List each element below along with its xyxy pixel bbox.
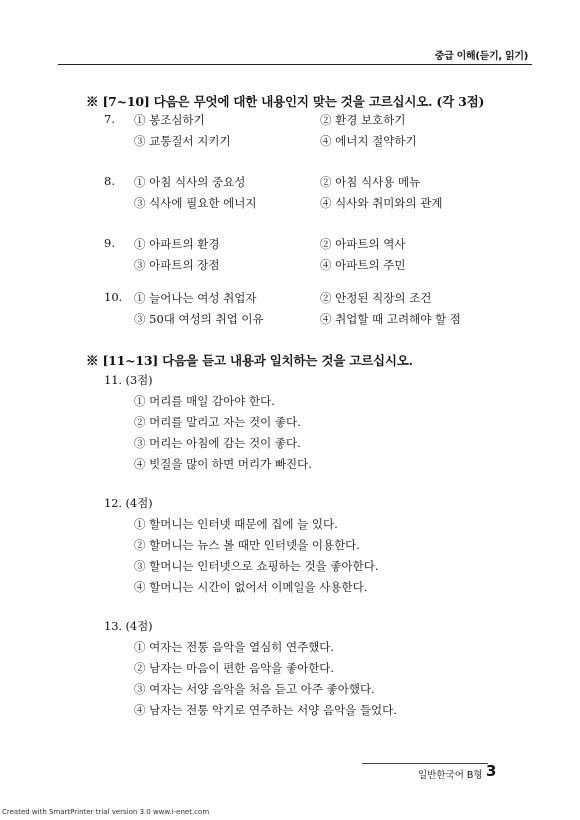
question-number: 7. bbox=[104, 112, 115, 126]
page-header-title: 중급 이해(듣기, 읽기) bbox=[434, 51, 528, 62]
question-label: 12. (4점) bbox=[104, 496, 153, 510]
section-heading-11-13: ※ [11~13] 다음을 듣고 내용과 일치하는 것을 고르십시오. bbox=[86, 353, 413, 368]
option: ③ 교통질서 지키기 bbox=[134, 134, 231, 148]
section-heading-7-10: ※ [7~10] 다음은 무엇에 대한 내용인지 맞는 것을 고르십시오. (각 3점) bbox=[86, 94, 485, 109]
footer-exam-type: 일반한국어 B형 bbox=[418, 770, 483, 781]
option: ① 봉조심하기 bbox=[134, 113, 205, 127]
option: ③ 할머니는 인터넷으로 쇼핑하는 것을 좋아한다. bbox=[134, 559, 379, 573]
question-number: 9. bbox=[104, 236, 115, 250]
option: ④ 에너지 절약하기 bbox=[320, 134, 417, 148]
option: ① 아파트의 환경 bbox=[134, 237, 220, 251]
option: ④ 취업할 때 고려해야 할 점 bbox=[320, 312, 461, 326]
option: ② 환경 보호하기 bbox=[320, 113, 406, 127]
option: ② 아파트의 역사 bbox=[320, 237, 406, 251]
option: ④ 빗질을 많이 하면 머리가 빠진다. bbox=[134, 457, 312, 471]
option: ② 남자는 마음이 편한 음악을 좋아한다. bbox=[134, 661, 335, 675]
option: ④ 식사와 취미와의 관계 bbox=[320, 196, 443, 210]
header-rule bbox=[58, 64, 532, 65]
option: ④ 할머니는 시간이 없어서 이메일을 사용한다. bbox=[134, 580, 368, 594]
option: ① 아침 식사의 중요성 bbox=[134, 175, 246, 189]
option: ③ 50대 여성의 취업 이유 bbox=[134, 312, 264, 326]
printer-watermark: Created with SmartPrinter trial version 3.0 www.i-enet.com bbox=[2, 808, 210, 816]
option: ① 할머니는 인터넷 때문에 집에 늘 있다. bbox=[134, 517, 338, 531]
option: ② 할머니는 뉴스 볼 때만 인터넷을 이용한다. bbox=[134, 538, 360, 552]
footer-rule bbox=[362, 763, 488, 764]
option: ① 늘어나는 여성 취업자 bbox=[134, 291, 257, 305]
question-label: 13. (4점) bbox=[104, 619, 153, 633]
question-label: 11. (3점) bbox=[104, 373, 153, 387]
option: ③ 여자는 서양 음악을 처음 듣고 아주 좋아했다. bbox=[134, 682, 375, 696]
page-number: 3 bbox=[486, 762, 497, 780]
option: ④ 아파트의 주민 bbox=[320, 258, 406, 272]
question-number: 8. bbox=[104, 174, 115, 188]
option: ② 머리를 말리고 자는 것이 좋다. bbox=[134, 415, 301, 429]
option: ③ 머리는 아침에 감는 것이 좋다. bbox=[134, 436, 301, 450]
option: ① 머리를 매일 감아야 한다. bbox=[134, 394, 275, 408]
option: ② 아침 식사용 메뉴 bbox=[320, 175, 421, 189]
question-number: 10. bbox=[104, 290, 123, 304]
option: ② 안정된 직장의 조건 bbox=[320, 291, 432, 305]
option: ③ 식사에 필요한 에너지 bbox=[134, 196, 257, 210]
option: ④ 남자는 전통 악기로 연주하는 서양 음악을 들었다. bbox=[134, 703, 397, 717]
option: ③ 아파트의 장점 bbox=[134, 258, 220, 272]
option: ① 여자는 전통 음악을 열심히 연주했다. bbox=[134, 640, 335, 654]
